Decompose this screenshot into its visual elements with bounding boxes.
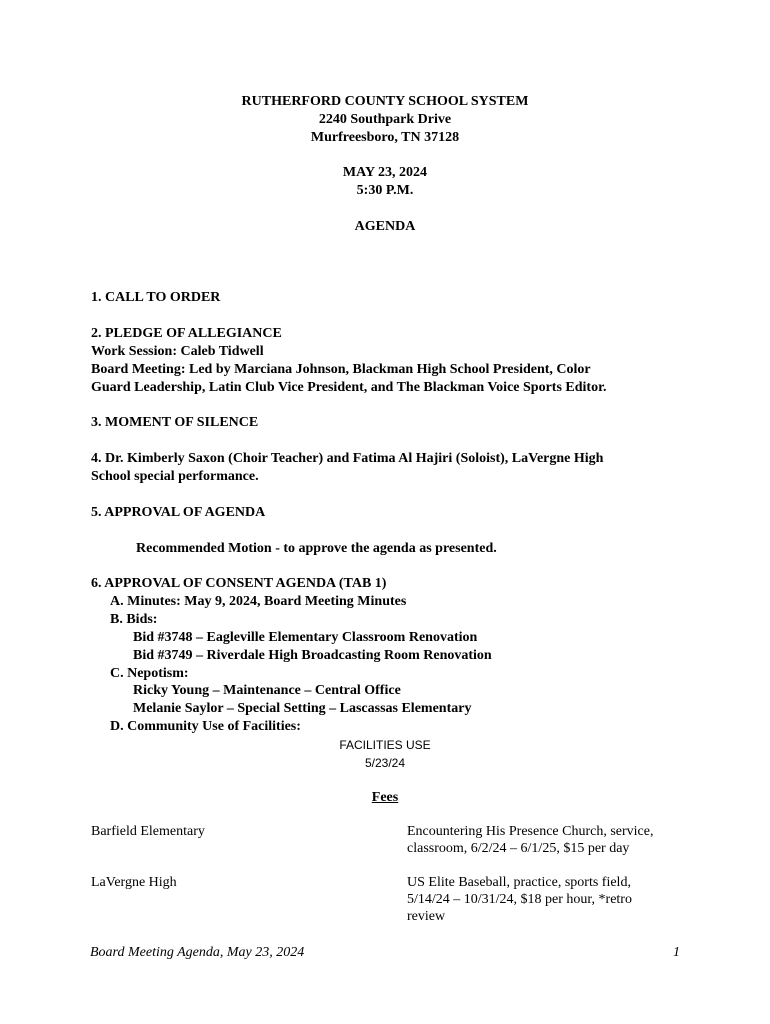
item-consent-agenda: 6. APPROVAL OF CONSENT AGENDA (TAB 1) <box>91 576 387 591</box>
item-call-to-order: 1. CALL TO ORDER <box>91 290 221 305</box>
bid-2: Bid #3749 – Riverdale High Broadcasting Room Renovation <box>133 648 492 663</box>
item-approval-of-agenda: 5. APPROVAL OF AGENDA <box>91 505 266 520</box>
fees-heading <box>0 789 770 807</box>
address-line-2: Murfreesboro, TN 37128 <box>310 130 460 145</box>
consent-item-c: C. Nepotism: <box>110 666 189 681</box>
work-session-value: : Caleb Tidwell <box>172 344 264 359</box>
facilities-title: FACILITIES USE <box>339 738 431 752</box>
fee-row-1-school: Barfield Elementary <box>91 824 205 839</box>
fee-row-1-line-1: Encountering His Presence Church, service, <box>407 824 654 839</box>
fee-row-2-line-2: 5/14/24 – 10/31/24, $18 per hour, *retro <box>407 892 632 907</box>
board-meeting-label: Board Meeting <box>91 362 181 377</box>
consent-item-b: B. Bids: <box>110 612 158 627</box>
nepotism-1: Ricky Young – Maintenance – Central Office <box>133 683 401 698</box>
fee-row-1-detail <box>407 823 672 857</box>
item-moment-of-silence: 3. MOMENT OF SILENCE <box>91 415 259 430</box>
page-title: AGENDA <box>354 219 416 234</box>
facilities-date: 5/23/24 <box>364 756 406 770</box>
page-number: 1 <box>673 945 680 960</box>
fee-row-2-line-1: US Elite Baseball, practice, sports field, <box>407 875 631 890</box>
board-meeting-text-2: Guard Leadership, Latin Club Vice President, and The Blackman Voice Sports Editor. <box>91 380 607 395</box>
meeting-date: MAY 23, 2024 <box>342 165 428 180</box>
footer-text: Board Meeting Agenda, May 23, 2024 <box>90 945 305 960</box>
nepotism-2: Melanie Saylor – Special Setting – Lascassas Elementary <box>133 701 472 716</box>
board-meeting-text-1: : Led by Marciana Johnson, Blackman High School President, Color <box>180 362 591 377</box>
address-line-1: 2240 Southpark Drive <box>318 112 452 127</box>
org-name: RUTHERFORD COUNTY SCHOOL SYSTEM <box>241 94 529 109</box>
item-pledge: 2. PLEDGE OF ALLEGIANCE <box>91 326 282 341</box>
board-meeting-line <box>91 361 591 379</box>
fees-heading-text: Fees <box>371 790 399 805</box>
fee-row-2-detail <box>407 874 672 925</box>
consent-item-d: D. Community Use of Facilities: <box>110 719 301 734</box>
work-session-label: Work Session <box>91 344 173 359</box>
fee-row-2-school: LaVergne High <box>91 875 177 890</box>
work-session-line <box>91 343 264 361</box>
meeting-time: 5:30 P.M. <box>356 183 414 198</box>
item-performance-1: 4. Dr. Kimberly Saxon (Choir Teacher) and Fatima Al Hajiri (Soloist), LaVergne High <box>91 451 604 466</box>
bid-1: Bid #3748 – Eagleville Elementary Classroom Renovation <box>133 630 478 645</box>
item-performance-2: School special performance. <box>91 469 259 484</box>
recommended-motion: Recommended Motion - to approve the agenda as presented. <box>136 541 497 556</box>
fee-row-2-line-3: review <box>407 909 446 924</box>
consent-item-a: A. Minutes: May 9, 2024, Board Meeting Minutes <box>110 594 407 609</box>
fee-row-1-line-2: classroom, 6/2/24 – 6/1/25, $15 per day <box>407 841 630 856</box>
